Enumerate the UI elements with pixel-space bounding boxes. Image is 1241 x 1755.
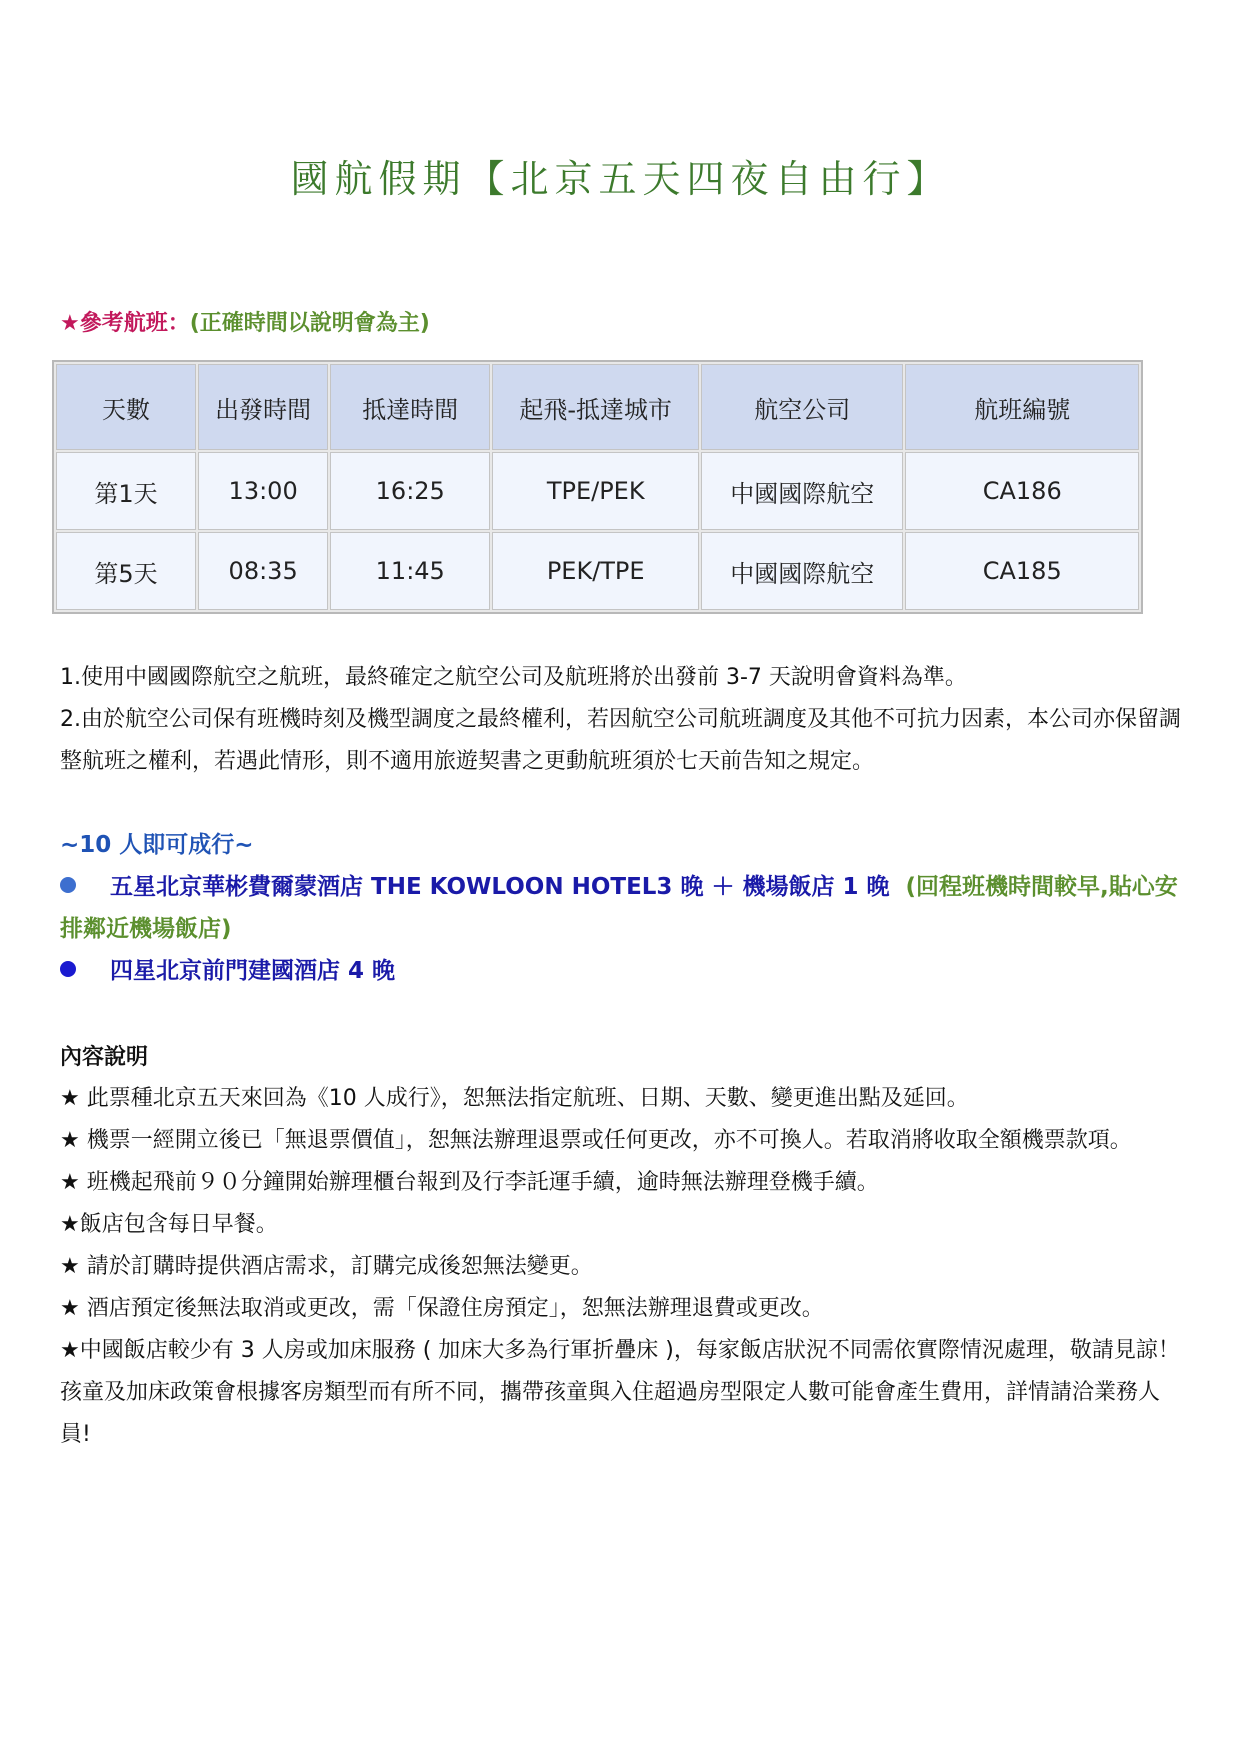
list-item: ★ 機票一經開立後已「無退票價值」，恕無法辦理退票或任何更改，亦不可換人。若取消將收取全額機票款項。	[60, 1128, 1132, 1153]
header-departure-time: 出發時間	[198, 364, 328, 450]
group-size-heading: ~10 人即可成行~	[60, 832, 254, 858]
cell-departure: 08:35	[198, 532, 328, 610]
cell-day: 第5天	[56, 532, 196, 610]
cell-airline: 中國國際航空	[701, 532, 903, 610]
cell-route: PEK/TPE	[492, 532, 699, 610]
list-item: ★ 班機起飛前９０分鐘開始辦理櫃台報到及行李託運手續，逾時無法辦理登機手續。	[60, 1170, 879, 1195]
header-route: 起飛-抵達城市	[492, 364, 699, 450]
cell-flight-number: CA186	[905, 452, 1139, 530]
header-days: 天數	[56, 364, 196, 450]
cell-arrival: 16:25	[330, 452, 490, 530]
hotel-option-1-note: (回程班機時間較早,貼心安排鄰近機場飯店)	[60, 874, 1178, 942]
flight-note-2: 2.由於航空公司保有班機時刻及機型調度之最終權利，若因航空公司航班調度及其他不可抗力因素，本公司亦保留調整航班之權利，若遇此情形，則不適用旅遊契書之更動航班須於七天前告知之規定。	[60, 707, 1181, 774]
list-item: ★飯店包含每日早餐。	[60, 1212, 278, 1237]
flight-note-1: 1.使用中國國際航空之航班，最終確定之航空公司及航班將於出發前 3-7 天說明會資料為準。	[60, 665, 967, 690]
list-item: ★ 此票種北京五天來回為《10 人成行》，恕無法指定航班、日期、天數、變更進出點及延回。	[60, 1086, 969, 1111]
cell-day: 第1天	[56, 452, 196, 530]
table-row	[56, 532, 1139, 610]
content-list	[60, 1078, 1190, 1456]
flight-table-header-row	[56, 364, 1139, 450]
flight-table	[52, 360, 1143, 614]
bullet-icon	[60, 961, 76, 977]
flight-reference-note: (正確時間以說明會為主)	[189, 311, 430, 336]
bullet-icon	[60, 877, 76, 893]
list-item: ★中國飯店較少有 3 人房或加床服務 ( 加床大多為行軍折疊床 )，每家飯店狀況不同需依實際情況處理，敬請見諒！孩童及加床政策會根據客房類型而有所不同，攜帶孩童與入住超過房型限定人數可能會產生費用，詳情請洽業務人員!	[60, 1338, 1180, 1447]
cell-flight-number: CA185	[905, 532, 1139, 610]
cell-arrival: 11:45	[330, 532, 490, 610]
flight-notes	[60, 657, 1190, 783]
flight-reference-heading	[60, 306, 430, 337]
list-item: ★ 酒店預定後無法取消或更改，需「保證住房預定」，恕無法辦理退費或更改。	[60, 1296, 824, 1321]
page-title: 國航假期【北京五天四夜自由行】	[290, 157, 951, 201]
hotel-option-1	[60, 866, 1190, 950]
list-item: ★ 請於訂購時提供酒店需求，訂購完成後恕無法變更。	[60, 1254, 593, 1279]
content-heading: 內容說明	[60, 1045, 149, 1070]
hotel-option-1-text: 五星北京華彬費爾蒙酒店 THE KOWLOON HOTEL3 晚 ＋ 機場飯店 1 晚	[110, 874, 890, 900]
hotel-option-2-text: 四星北京前門建國酒店 4 晚	[110, 958, 396, 984]
cell-departure: 13:00	[198, 452, 328, 530]
header-flight-number: 航班編號	[905, 364, 1139, 450]
table-row	[56, 452, 1139, 530]
cell-route: TPE/PEK	[492, 452, 699, 530]
header-arrival-time: 抵達時間	[330, 364, 490, 450]
cell-airline: 中國國際航空	[701, 452, 903, 530]
flight-reference-label: 參考航班：	[79, 311, 190, 336]
header-airline: 航空公司	[701, 364, 903, 450]
hotel-option-2	[60, 950, 1190, 992]
star-icon: ★	[60, 311, 80, 336]
